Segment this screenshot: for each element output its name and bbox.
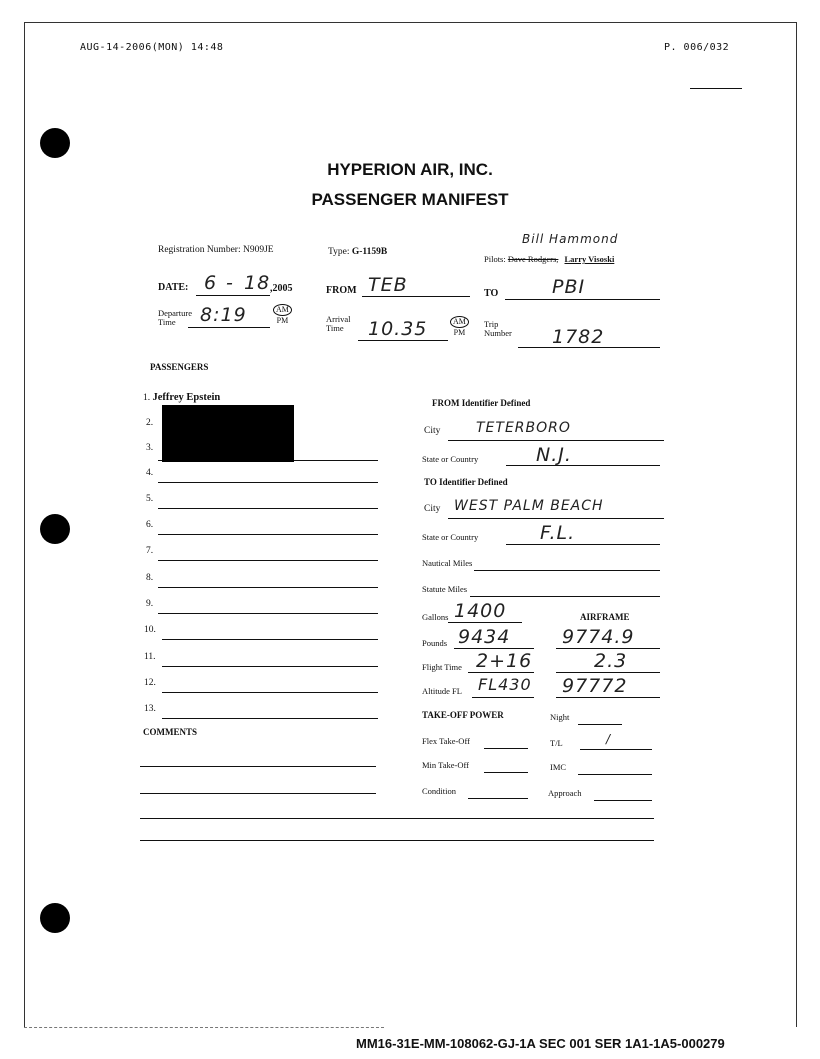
tl-label: T/L: [550, 738, 563, 748]
punch-hole-bottom: [40, 903, 70, 933]
passengers-heading: PASSENGERS: [150, 362, 209, 372]
pounds-value: 9434: [458, 626, 511, 648]
arrival-label: [326, 315, 351, 333]
aircraft-type: [328, 247, 387, 257]
trip-line: [518, 347, 660, 348]
from-state-value: N.J.: [536, 444, 572, 466]
type-label: Type:: [328, 247, 350, 257]
passenger-number: 7.: [146, 546, 154, 556]
passenger-line: [158, 587, 378, 588]
flight-time-label: Flight Time: [422, 662, 462, 672]
passenger-line: [158, 560, 378, 561]
departure-time-value: 8:19: [200, 304, 247, 326]
approach-line: [594, 800, 652, 801]
to-line: [505, 299, 660, 300]
date-month: 6: [204, 272, 218, 294]
pilot-handwritten: Bill Hammond: [522, 232, 619, 246]
registration-value: N909JE: [242, 245, 274, 255]
tl-value: /: [606, 732, 612, 746]
to-city-line: [448, 518, 664, 519]
night-label: Night: [550, 712, 570, 722]
passenger-number: 2.: [146, 418, 154, 428]
departure-ampm: [273, 304, 292, 325]
passenger-number: 6.: [146, 520, 154, 530]
pounds-label: Pounds: [422, 638, 448, 648]
comments-line: [140, 766, 376, 767]
pounds-line: [454, 648, 534, 649]
document-title: PASSENGER MANIFEST: [311, 190, 509, 209]
pilots-label: Pilots:: [484, 254, 506, 264]
departure-pm: PM: [276, 316, 289, 325]
to-label: TO: [484, 288, 499, 299]
to-value: PBI: [552, 276, 586, 298]
pilot-second: Larry Visoski: [564, 254, 615, 264]
from-value: TEB: [368, 274, 408, 296]
pilot-struck: Dave Rodgers,: [507, 254, 559, 264]
altitude-label: Altitude FL: [422, 686, 462, 696]
passenger-number: 5.: [146, 494, 154, 504]
flight-time-value: 2+16: [476, 650, 533, 672]
arrival-pm: PM: [453, 328, 466, 337]
passenger-line: [162, 718, 378, 719]
condition-label: Condition: [422, 786, 457, 796]
page-border-bottom: [24, 1027, 384, 1028]
passenger-line: [162, 666, 378, 667]
flight-time-line: [468, 672, 534, 673]
type-value: G-1159B: [351, 247, 388, 257]
registration-label: Registration Number:: [158, 245, 241, 255]
passenger-number: 12.: [144, 678, 156, 688]
altitude-airframe-line: [556, 697, 660, 698]
flex-takeoff-label: Flex Take-Off: [422, 736, 470, 746]
gallons-value: 1400: [454, 600, 507, 622]
from-line: [362, 296, 470, 297]
fax-page-number: P. 006/032: [664, 42, 730, 53]
imc-line: [578, 774, 652, 775]
trip-number-value: 1782: [552, 326, 605, 348]
passenger-line: [162, 692, 378, 693]
from-state-label: State or Country: [422, 454, 479, 464]
passenger-number: 8.: [146, 573, 154, 583]
takeoff-power-label: TAKE-OFF POWER: [422, 710, 504, 720]
altitude-value: FL430: [478, 675, 532, 694]
scan-mark: [690, 88, 742, 89]
nautical-miles-label: Nautical Miles: [422, 558, 473, 568]
pounds-airframe-value: 9774.9: [562, 626, 635, 648]
statute-miles-label: Statute Miles: [422, 584, 468, 594]
page-border-top: [24, 22, 796, 23]
from-city-line: [448, 440, 664, 441]
date-label: DATE:: [158, 282, 189, 293]
date-year: ,2005: [270, 283, 293, 294]
comments-line: [140, 818, 654, 819]
redaction-block: [162, 405, 294, 462]
night-line: [578, 724, 622, 725]
to-state-label: State or Country: [422, 532, 479, 542]
passenger-line: [158, 482, 378, 483]
passenger-line: [162, 639, 378, 640]
statute-miles-line: [470, 596, 660, 597]
from-label: FROM: [326, 285, 357, 296]
passenger-number: 1.: [143, 393, 151, 403]
arrival-time-value: 10.35: [368, 318, 428, 340]
company-name: HYPERION AIR, INC.: [327, 160, 493, 179]
from-state-line: [506, 465, 660, 466]
passenger-line: [158, 508, 378, 509]
comments-line: [140, 793, 376, 794]
gallons-label: Gallons: [422, 612, 449, 622]
passenger-number: 3.: [146, 443, 154, 453]
pounds-airframe-line: [556, 648, 660, 649]
altitude-line: [472, 697, 534, 698]
punch-hole-top: [40, 128, 70, 158]
punch-hole-middle: [40, 514, 70, 544]
comments-line: [140, 840, 654, 841]
passenger-number: 10.: [144, 625, 156, 635]
registration-number: [158, 245, 274, 255]
departure-am: AM: [273, 304, 292, 316]
fax-timestamp: AUG-14-2006(MON) 14:48: [80, 42, 224, 53]
departure-label: [158, 309, 192, 327]
gallons-line: [448, 622, 522, 623]
to-city-label: City: [424, 504, 441, 514]
passenger-number: 13.: [144, 704, 156, 714]
to-state-value: F.L.: [540, 522, 576, 544]
nautical-miles-line: [474, 570, 660, 571]
pilots: [484, 254, 614, 264]
flex-takeoff-line: [484, 748, 528, 749]
passenger-name: Jeffrey Epstein: [152, 392, 221, 403]
from-city-value: TETERBORO: [476, 420, 571, 436]
flight-time-airframe-line: [556, 672, 660, 673]
to-city-value: WEST PALM BEACH: [454, 498, 604, 514]
passenger-line: [158, 613, 378, 614]
condition-line: [468, 798, 528, 799]
passenger-line: [158, 534, 378, 535]
arrival-line: [358, 340, 448, 341]
arrival-label-line2: Time: [326, 323, 344, 333]
from-city-label: City: [424, 426, 441, 436]
min-takeoff-label: Min Take-Off: [422, 760, 470, 770]
comments-label: COMMENTS: [143, 727, 197, 737]
to-state-line: [506, 544, 660, 545]
trip-label: [484, 320, 512, 338]
date-line: [196, 295, 270, 296]
departure-line: [188, 327, 270, 328]
trip-label-line2: Number: [484, 328, 512, 338]
min-takeoff-line: [484, 772, 528, 773]
imc-label: IMC: [550, 762, 567, 772]
departure-label-line1: Departure: [158, 308, 192, 318]
departure-label-line2: Time: [158, 317, 176, 327]
trip-label-line1: Trip: [484, 319, 499, 329]
altitude-airframe-value: 97772: [562, 675, 628, 697]
arrival-label-line1: Arrival: [326, 314, 351, 324]
passenger-number: 11.: [144, 652, 156, 662]
from-identifier-heading: FROM Identifier Defined: [432, 398, 531, 408]
date-day: 18: [244, 272, 271, 294]
date-dash: -: [226, 272, 234, 294]
tl-line: [580, 749, 652, 750]
passenger-row: [143, 392, 220, 403]
airframe-label: AIRFRAME: [580, 612, 630, 622]
arrival-ampm: [450, 316, 469, 337]
passenger-number: 9.: [146, 599, 154, 609]
approach-label: Approach: [548, 788, 582, 798]
arrival-am: AM: [450, 316, 469, 328]
flight-time-airframe-value: 2.3: [594, 650, 628, 672]
bates-number: MM16-31E-MM-108062-GJ-1A SEC 001 SER 1A1-1A5-000279: [356, 1036, 725, 1051]
to-identifier-heading: TO Identifier Defined: [424, 477, 508, 487]
passenger-number: 4.: [146, 468, 154, 478]
